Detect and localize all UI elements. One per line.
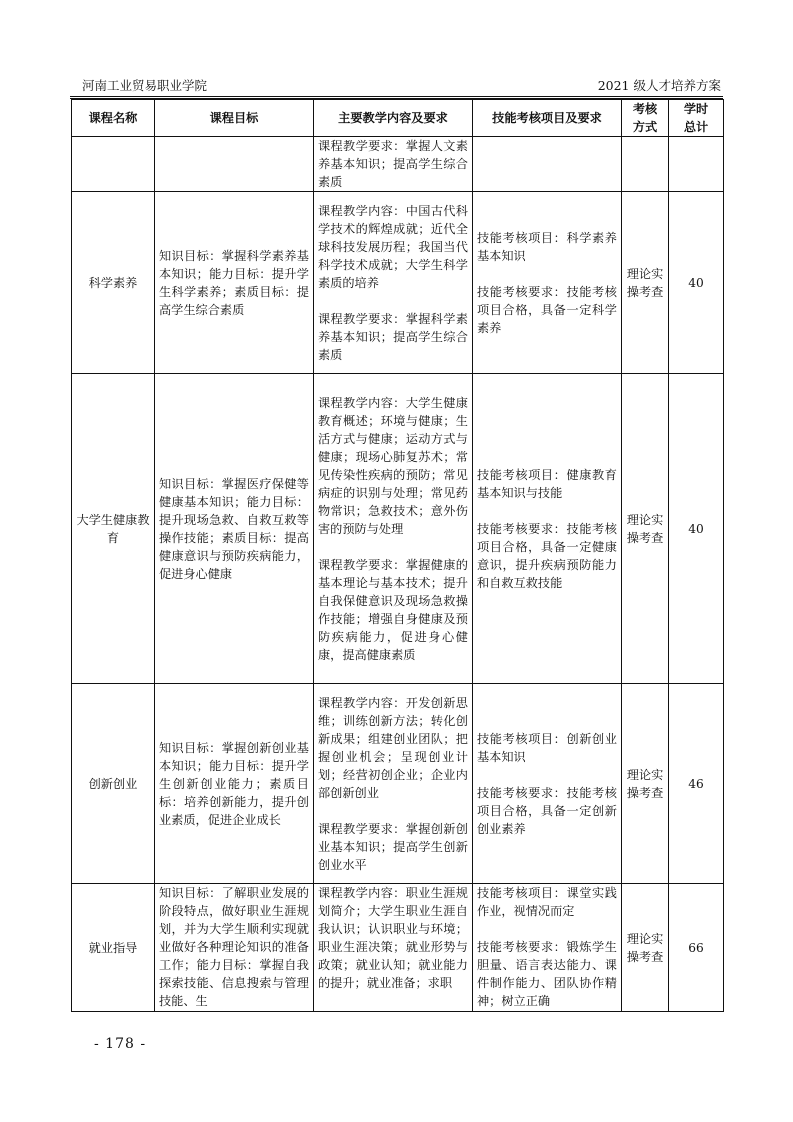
teaching-content [314,884,473,1012]
teaching-content [314,684,473,884]
course-goal: 知识目标：掌握创新创业基本知识；能力目标：提升学生创新创业能力；素质目标：培养创新能力，提升创业素质，促进企业成长 [155,684,314,884]
column-header-course-name: 课程名称 [72,100,155,137]
table-row [72,192,724,374]
teaching-content [314,374,473,684]
assessment-method [622,137,669,192]
course-goal: 知识目标：掌握医疗保健等健康基本知识；能力目标：提升现场急救、自救互救等操作技能；素质目标：提高健康意识与预防疾病能力，促进身心健康 [155,374,314,684]
skill-item: 技能考核项目：课堂实践作业，视情况而定 [477,886,617,918]
course-goal [155,137,314,192]
course-name: 大学生健康教育 [72,374,155,684]
table-row [72,684,724,884]
table-row [72,884,724,1012]
skill-requirement: 技能考核要求：技能考核项目合格，具备一定创新创业素养 [477,785,617,836]
column-header-method: 考核方式 [622,100,669,137]
column-header-content: 主要教学内容及要求 [314,100,473,137]
header-school-name: 河南工业贸易职业学院 [82,78,208,93]
content-requirement: 课程教学要求：掌握创新创业基本知识；提高学生创新创业水平 [318,821,468,872]
skill-item: 技能考核项目：科学素养基本知识 [477,230,617,263]
course-name: 创新创业 [72,684,155,884]
total-hours [669,137,724,192]
skill-assessment [473,684,622,884]
column-header-course-goal: 课程目标 [155,100,314,137]
content-requirement: 课程教学要求：掌握科学素养基本知识；提高学生综合素质 [318,311,468,362]
content-description: 课程教学内容：开发创新思维；训练创新方法；转化创新成果；组建创业团队；把握创业机会；呈现创业计划；经营初创企业；企业内部创新创业 [318,695,468,800]
skill-assessment [473,137,622,192]
assessment-method: 理论实操考查 [622,684,669,884]
content-description: 课程教学内容：中国古代科学技术的辉煌成就；近代全球科技发展历程；我国当代科学技术成就；大学生科学素质的培养 [318,203,468,290]
skill-assessment [473,192,622,374]
column-header-skill: 技能考核项目及要求 [473,100,622,137]
total-hours: 40 [669,374,724,684]
total-hours: 46 [669,684,724,884]
teaching-content [314,192,473,374]
page-number: - 178 - [94,1036,147,1052]
running-header [70,76,723,94]
skill-item: 技能考核项目：创新创业基本知识 [477,731,617,764]
course-name: 科学素养 [72,192,155,374]
table-row [72,137,724,192]
total-hours: 66 [669,884,724,1012]
table-row [72,374,724,684]
assessment-method: 理论实操考查 [622,884,669,1012]
teaching-content [314,137,473,192]
skill-assessment [473,884,622,1012]
course-goal: 知识目标：掌握科学素养基本知识；能力目标：提升学生科学素养；素质目标：提高学生综合素质 [155,192,314,374]
curriculum-table [71,99,724,1012]
content-description: 课程教学内容：职业生涯规划简介；大学生职业生涯自我认识；认识职业与环境；职业生涯决策；就业形势与政策；就业认知；就业能力的提升；就业准备；求职 [318,886,468,990]
content-description: 课程教学内容：大学生健康教育概述；环境与健康；生活方式与健康；运动方式与健康；现场心肺复苏术；常见传染性疾病的预防；常见病症的识别与处理；常见药物常识；急救技术；意外伤害的预防与处理 [318,395,468,536]
skill-requirement: 技能考核要求：锻炼学生胆量、语言表达能力、课件制作能力、团队协作精神；树立正确 [477,940,617,1008]
course-name: 就业指导 [72,884,155,1012]
course-goal: 知识目标：了解职业发展的阶段特点，做好职业生涯规划，并为大学生顺利实现就业做好各种理论知识的准备工作；能力目标：掌握自我探索技能、信息搜索与管理技能、生 [155,884,314,1012]
total-hours: 40 [669,192,724,374]
course-name [72,137,155,192]
assessment-method: 理论实操考查 [622,374,669,684]
column-header-hours: 学时总计 [669,100,724,137]
skill-item: 技能考核项目：健康教育基本知识与技能 [477,467,617,500]
table-header-row [72,100,724,137]
skill-requirement: 技能考核要求：技能考核项目合格，具备一定健康意识，提升疾病预防能力和自救互救技能 [477,521,617,590]
content-requirement: 课程教学要求：掌握人文素养基本知识；提高学生综合素质 [318,139,468,189]
header-document-title: 2021 级人才培养方案 [597,78,721,93]
skill-requirement: 技能考核要求：技能考核项目合格，具备一定科学素养 [477,284,617,335]
assessment-method: 理论实操考查 [622,192,669,374]
content-requirement: 课程教学要求：掌握健康的基本理论与基本技术；提升自我保健意识及现场急救操作技能；增强自身健康及预防疾病能力，促进身心健康，提高健康素质 [318,557,468,662]
skill-assessment [473,374,622,684]
